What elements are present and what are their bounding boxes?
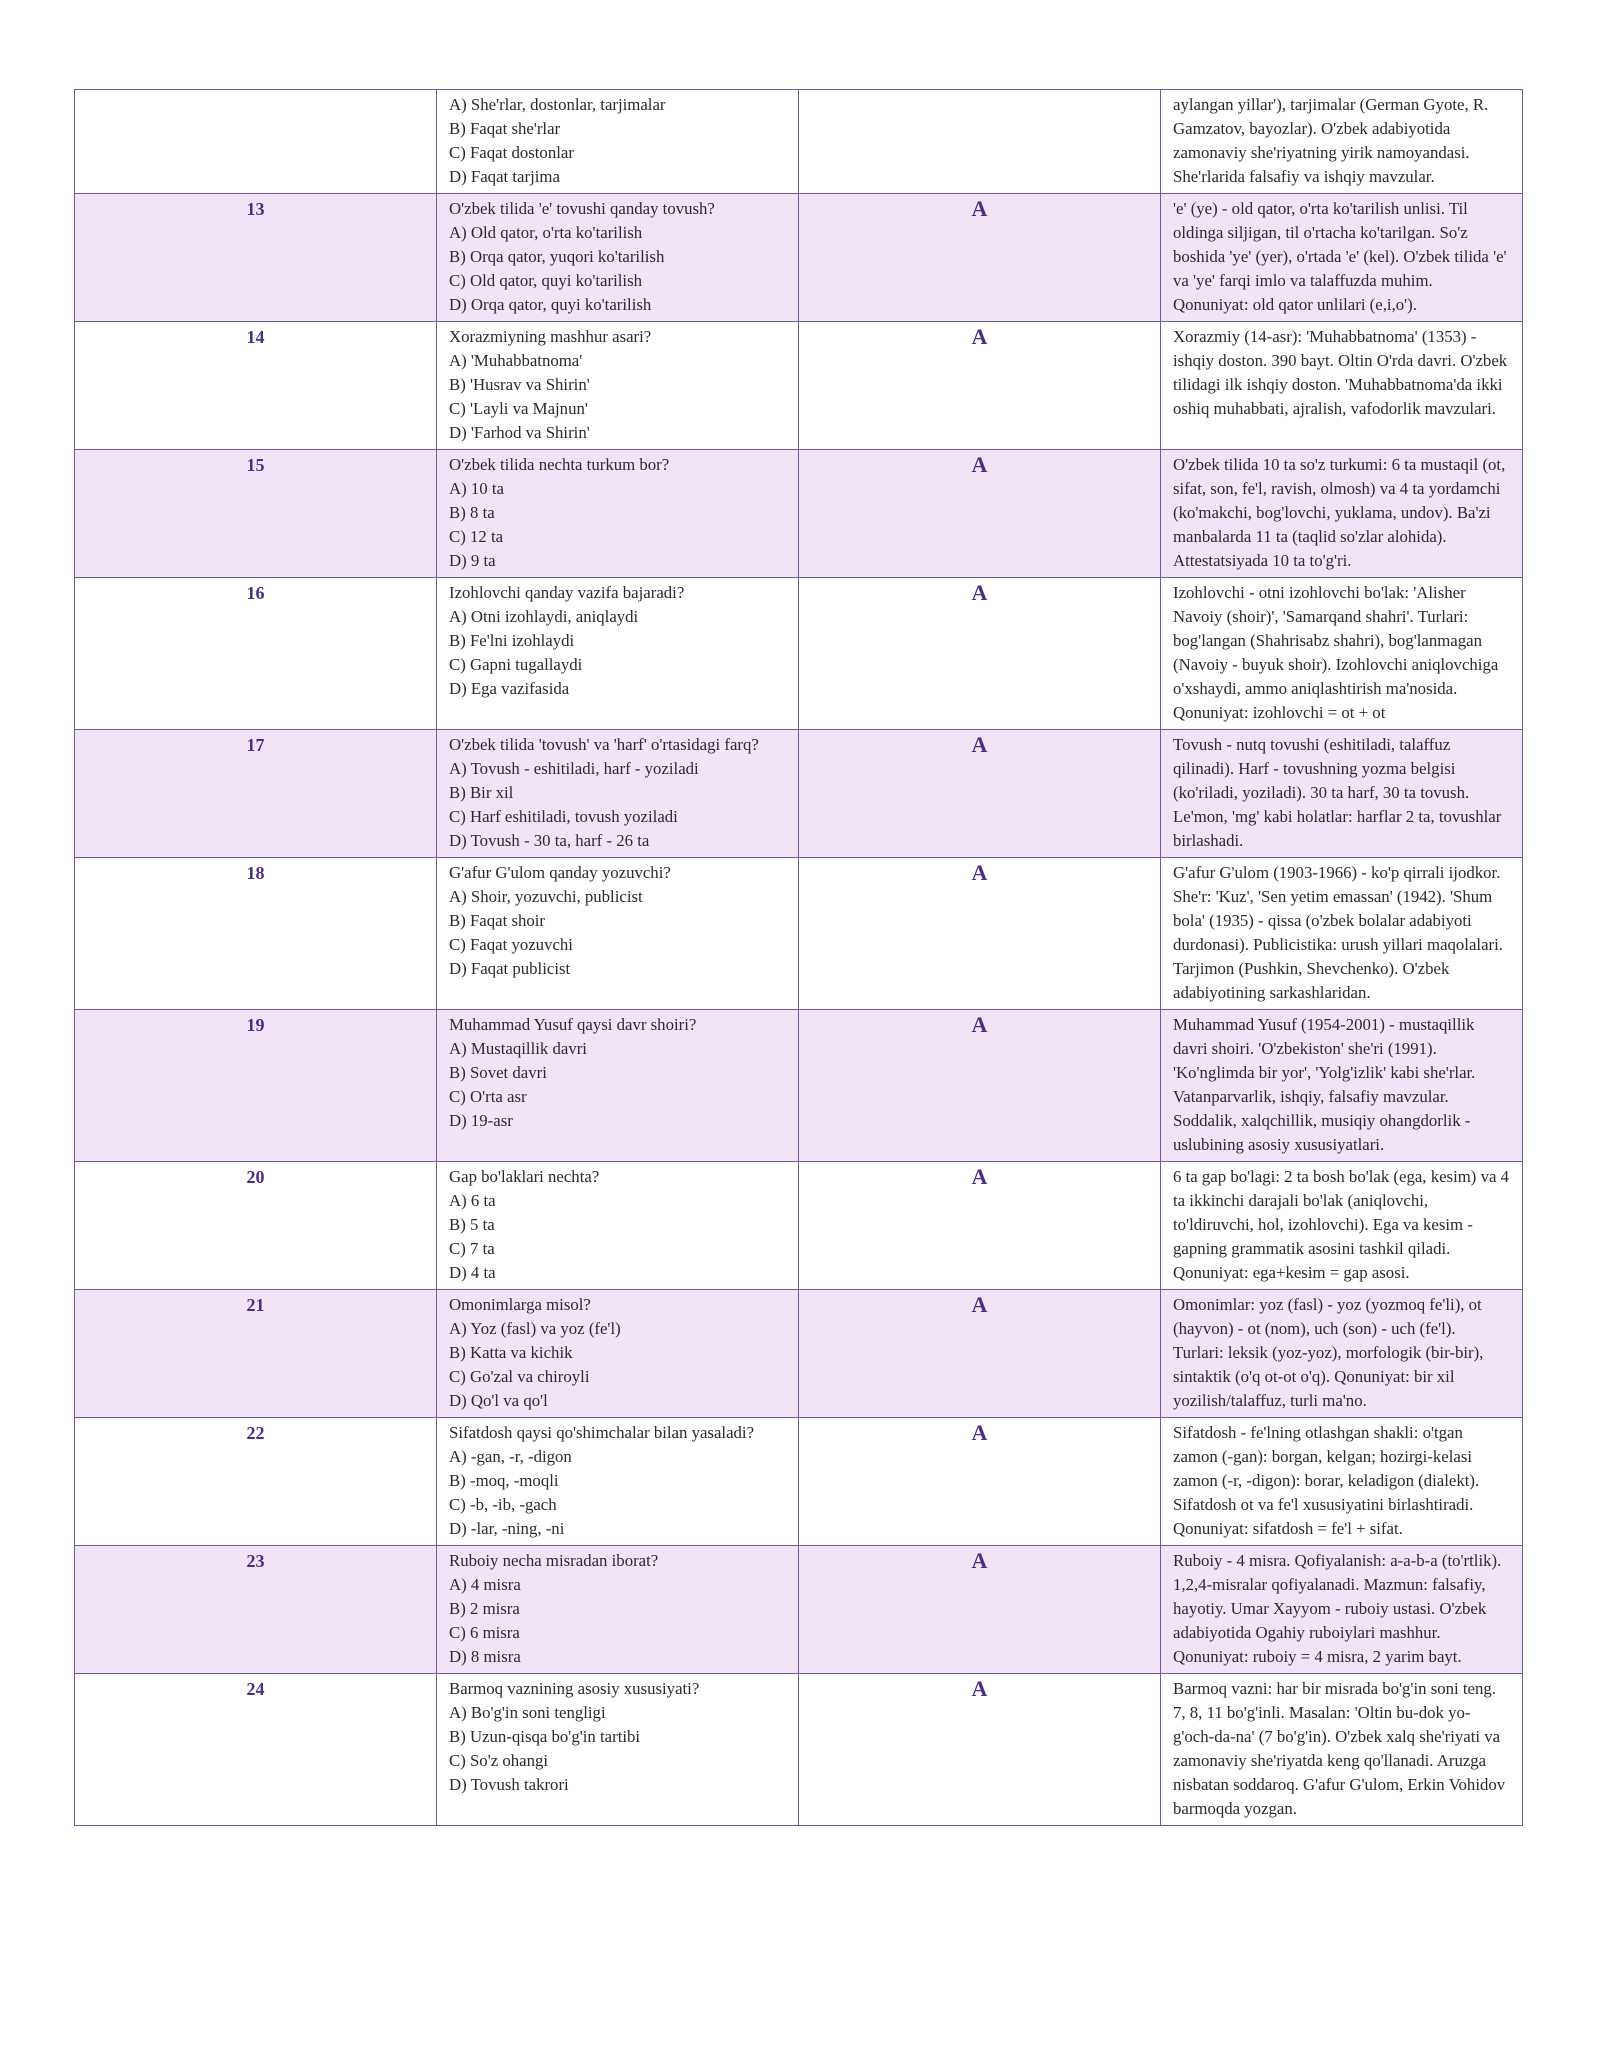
question-text: Muhammad Yusuf qaysi davr shoiri? bbox=[449, 1015, 697, 1034]
answer-option: C) Harf eshitiladi, tovush yoziladi bbox=[449, 807, 678, 826]
answer-option: D) Tovush - 30 ta, harf - 26 ta bbox=[449, 831, 650, 850]
question-number: 16 bbox=[75, 578, 437, 730]
answer-option: B) Fe'lni izohlaydi bbox=[449, 631, 575, 650]
questions-table-body bbox=[75, 90, 1523, 1826]
answer-option: C) Faqat dostonlar bbox=[449, 143, 574, 162]
correct-answer: A bbox=[799, 1010, 1161, 1162]
table-row bbox=[75, 1162, 1523, 1290]
answer-option: A) Yoz (fasl) va yoz (fe'l) bbox=[449, 1319, 621, 1338]
question-text: G'afur G'ulom qanday yozuvchi? bbox=[449, 863, 671, 882]
explanation-cell: Xorazmiy (14-asr): 'Muhabbatnoma' (1353) - ishqiy doston. 390 bayt. Oltin O'rda davri. O'zbek tilidagi ilk ishqiy doston. 'Muhabbatnoma'da ikki oshiq muhabbati, ajralish, vafodorlik mavzulari. bbox=[1161, 322, 1523, 450]
question-cell bbox=[437, 450, 799, 578]
answer-option: A) Tovush - eshitiladi, harf - yoziladi bbox=[449, 759, 699, 778]
explanation-cell: aylangan yillar'), tarjimalar (German Gyote, R. Gamzatov, bayozlar). O'zbek adabiyotida zamonaviy she'riyatning yirik namoyandasi. She'rlarida falsafiy va ishqiy mavzular. bbox=[1161, 90, 1523, 194]
explanation-cell: G'afur G'ulom (1903-1966) - ko'p qirrali ijodkor. She'r: 'Kuz', 'Sen yetim emassan' (1942). 'Shum bola' (1935) - qissa (o'zbek bolalar adabiyoti durdonasi). Publicistika: urush yillari maqolalari. Tarjimon (Pushkin, Shevchenko). O'zbek adabiyotining sarkashlaridan. bbox=[1161, 858, 1523, 1010]
question-number: 21 bbox=[75, 1290, 437, 1418]
answer-option: D) Faqat tarjima bbox=[449, 167, 560, 186]
answer-option: C) 6 misra bbox=[449, 1623, 520, 1642]
question-text: Ruboiy necha misradan iborat? bbox=[449, 1551, 659, 1570]
question-text: Gap bo'laklari nechta? bbox=[449, 1167, 600, 1186]
explanation-cell: 6 ta gap bo'lagi: 2 ta bosh bo'lak (ega, kesim) va 4 ta ikkinchi darajali bo'lak (aniqlovchi, to'ldiruvchi, hol, izohlovchi). Ega va kesim - gapning grammatik asosini tashkil qiladi. Qonuniyat: ega+kesim = gap asosi. bbox=[1161, 1162, 1523, 1290]
explanation-cell: Barmoq vazni: har bir misrada bo'g'in soni teng. 7, 8, 11 bo'g'inli. Masalan: 'Oltin bu-dok yo-g'och-da-na' (7 bo'g'in). O'zbek xalq she'riyati va zamonaviy she'riyatda keng qo'llanadi. Aruzga nisbatan soddaroq. G'afur G'ulom, Erkin Vohidov barmoqda yozgan. bbox=[1161, 1674, 1523, 1826]
explanation-cell: Omonimlar: yoz (fasl) - yoz (yozmoq fe'li), ot (hayvon) - ot (nom), uch (son) - uch (fe'l). Turlari: leksik (yoz-yoz), morfologik (bir-bir), sintaktik (o'q ot-ot o'q). Qonuniyat: bir xil yozilish/talaffuz, turli ma'no. bbox=[1161, 1290, 1523, 1418]
answer-option: D) 8 misra bbox=[449, 1647, 521, 1666]
question-number: 20 bbox=[75, 1162, 437, 1290]
answer-option: C) -b, -ib, -gach bbox=[449, 1495, 557, 1514]
answer-option: C) Faqat yozuvchi bbox=[449, 935, 573, 954]
answer-option: D) Ega vazifasida bbox=[449, 679, 570, 698]
question-cell bbox=[437, 1674, 799, 1826]
answer-option: B) 8 ta bbox=[449, 503, 495, 522]
question-text: O'zbek tilida 'e' tovushi qanday tovush? bbox=[449, 199, 715, 218]
answer-option: B) Orqa qator, yuqori ko'tarilish bbox=[449, 247, 665, 266]
table-row bbox=[75, 194, 1523, 322]
answer-option: B) -moq, -moqli bbox=[449, 1471, 559, 1490]
explanation-cell: Izohlovchi - otni izohlovchi bo'lak: 'Alisher Navoiy (shoir)', 'Samarqand shahri'. Turlari: bog'langan (Shahrisabz shahri), bog'lanmagan (Navoiy - buyuk shoir). Izohlovchi aniqlovchiga o'xshaydi, ammo aniqlashtirish ma'nosida. Qonuniyat: izohlovchi = ot + ot bbox=[1161, 578, 1523, 730]
answer-option: A) Shoir, yozuvchi, publicist bbox=[449, 887, 643, 906]
answer-option: D) 19-asr bbox=[449, 1111, 513, 1130]
answer-option: D) Tovush takrori bbox=[449, 1775, 569, 1794]
correct-answer: A bbox=[799, 1546, 1161, 1674]
question-number: 14 bbox=[75, 322, 437, 450]
question-number: 17 bbox=[75, 730, 437, 858]
question-text: O'zbek tilida nechta turkum bor? bbox=[449, 455, 670, 474]
explanation-cell: Sifatdosh - fe'lning otlashgan shakli: o'tgan zamon (-gan): borgan, kelgan; hozirgi-kelasi zamon (-r, -digon): borar, keladigon (dialekt). Sifatdosh ot va fe'l xususiyatini birlashtiradi. Qonuniyat: sifatdosh = fe'l + sifat. bbox=[1161, 1418, 1523, 1546]
table-row bbox=[75, 1674, 1523, 1826]
answer-option: A) -gan, -r, -digon bbox=[449, 1447, 572, 1466]
answer-option: C) O'rta asr bbox=[449, 1087, 527, 1106]
answer-option: D) 9 ta bbox=[449, 551, 496, 570]
table-row bbox=[75, 1418, 1523, 1546]
answer-option: B) Katta va kichik bbox=[449, 1343, 573, 1362]
answer-option: D) Qo'l va qo'l bbox=[449, 1391, 548, 1410]
explanation-cell: O'zbek tilida 10 ta so'z turkumi: 6 ta mustaqil (ot, sifat, son, fe'l, ravish, olmosh) va 4 ta yordamchi (ko'makchi, bog'lovchi, yuklama, undov). Ba'zi manbalarda 11 ta (taqlid so'zlar alohida). Attestatsiyada 10 ta to'g'ri. bbox=[1161, 450, 1523, 578]
answer-option: B) Uzun-qisqa bo'g'in tartibi bbox=[449, 1727, 641, 1746]
correct-answer: A bbox=[799, 578, 1161, 730]
table-row bbox=[75, 322, 1523, 450]
question-text: Sifatdosh qaysi qo'shimchalar bilan yasaladi? bbox=[449, 1423, 755, 1442]
question-number: 15 bbox=[75, 450, 437, 578]
answer-option: A) 4 misra bbox=[449, 1575, 521, 1594]
correct-answer: A bbox=[799, 1418, 1161, 1546]
question-cell bbox=[437, 858, 799, 1010]
answer-option: D) 'Farhod va Shirin' bbox=[449, 423, 590, 442]
answer-option: B) 'Husrav va Shirin' bbox=[449, 375, 590, 394]
answer-option: D) -lar, -ning, -ni bbox=[449, 1519, 565, 1538]
question-cell bbox=[437, 1290, 799, 1418]
answer-option: C) Gapni tugallaydi bbox=[449, 655, 583, 674]
explanation-cell: 'e' (ye) - old qator, o'rta ko'tarilish unlisi. Til oldinga siljigan, til o'rtacha ko'tarilgan. So'z boshida 'ye' (yer), o'rtada 'e' (kel). O'zbek tilida 'e' va 'ye' farqi imlo va talaffuzda muhim. Qonuniyat: old qator unlilari (e,i,o'). bbox=[1161, 194, 1523, 322]
questions-table bbox=[74, 89, 1523, 1826]
question-text: Xorazmiyning mashhur asari? bbox=[449, 327, 652, 346]
question-text: Izohlovchi qanday vazifa bajaradi? bbox=[449, 583, 685, 602]
table-row bbox=[75, 1546, 1523, 1674]
correct-answer: A bbox=[799, 730, 1161, 858]
answer-option: C) 'Layli va Majnun' bbox=[449, 399, 588, 418]
answer-option: C) 7 ta bbox=[449, 1239, 495, 1258]
answer-option: A) She'rlar, dostonlar, tarjimalar bbox=[449, 95, 666, 114]
answer-option: C) Go'zal va chiroyli bbox=[449, 1367, 590, 1386]
table-row bbox=[75, 858, 1523, 1010]
table-row bbox=[75, 578, 1523, 730]
answer-option: A) Mustaqillik davri bbox=[449, 1039, 587, 1058]
answer-option: B) Bir xil bbox=[449, 783, 514, 802]
table-row bbox=[75, 1010, 1523, 1162]
answer-option: A) 10 ta bbox=[449, 479, 504, 498]
correct-answer: A bbox=[799, 450, 1161, 578]
question-text: O'zbek tilida 'tovush' va 'harf' o'rtasidagi farq? bbox=[449, 735, 759, 754]
table-row bbox=[75, 1290, 1523, 1418]
question-cell bbox=[437, 1546, 799, 1674]
answer-option: C) So'z ohangi bbox=[449, 1751, 549, 1770]
question-cell bbox=[437, 1162, 799, 1290]
question-text: Barmoq vaznining asosiy xususiyati? bbox=[449, 1679, 700, 1698]
table-row bbox=[75, 90, 1523, 194]
answer-option: D) Faqat publicist bbox=[449, 959, 571, 978]
answer-option: A) Bo'g'in soni tengligi bbox=[449, 1703, 606, 1722]
question-number bbox=[75, 90, 437, 194]
answer-option: A) 'Muhabbatnoma' bbox=[449, 351, 583, 370]
question-cell bbox=[437, 1418, 799, 1546]
answer-option: B) 2 misra bbox=[449, 1599, 520, 1618]
answer-option: B) Faqat she'rlar bbox=[449, 119, 561, 138]
answer-option: B) Sovet davri bbox=[449, 1063, 547, 1082]
correct-answer: A bbox=[799, 1162, 1161, 1290]
explanation-cell: Tovush - nutq tovushi (eshitiladi, talaffuz qilinadi). Harf - tovushning yozma belgisi (ko'riladi, yoziladi). 30 ta harf, 30 ta tovush. Le'mon, 'mg' kabi holatlar: harflar 2 ta, tovushlar birlashadi. bbox=[1161, 730, 1523, 858]
document-page bbox=[74, 89, 1522, 1826]
correct-answer bbox=[799, 90, 1161, 194]
answer-option: D) 4 ta bbox=[449, 1263, 496, 1282]
correct-answer: A bbox=[799, 1290, 1161, 1418]
question-number: 18 bbox=[75, 858, 437, 1010]
question-cell bbox=[437, 730, 799, 858]
correct-answer: A bbox=[799, 858, 1161, 1010]
correct-answer: A bbox=[799, 1674, 1161, 1826]
explanation-cell: Muhammad Yusuf (1954-2001) - mustaqillik davri shoiri. 'O'zbekiston' she'ri (1991). 'Ko'nglimda bir yor', 'Yolg'izlik' kabi she'rlar. Vatanparvarlik, ishqiy, falsafiy mavzular. Soddalik, xalqchillik, musiqiy ohangdorlik - uslubining asosiy xususiyatlari. bbox=[1161, 1010, 1523, 1162]
answer-option: A) Old qator, o'rta ko'tarilish bbox=[449, 223, 643, 242]
answer-option: C) 12 ta bbox=[449, 527, 504, 546]
answer-option: C) Old qator, quyi ko'tarilish bbox=[449, 271, 642, 290]
correct-answer: A bbox=[799, 194, 1161, 322]
question-cell bbox=[437, 90, 799, 194]
question-number: 13 bbox=[75, 194, 437, 322]
answer-option: B) Faqat shoir bbox=[449, 911, 546, 930]
question-text: Omonimlarga misol? bbox=[449, 1295, 591, 1314]
table-row bbox=[75, 450, 1523, 578]
answer-option: A) 6 ta bbox=[449, 1191, 496, 1210]
answer-option: B) 5 ta bbox=[449, 1215, 495, 1234]
explanation-cell: Ruboiy - 4 misra. Qofiyalanish: a-a-b-a (to'rtlik). 1,2,4-misralar qofiyalanadi. Mazmun: falsafiy, hayotiy. Umar Xayyom - ruboiy ustasi. O'zbek adabiyotida Ogahiy ruboiylari mashhur. Qonuniyat: ruboiy = 4 misra, 2 yarim bayt. bbox=[1161, 1546, 1523, 1674]
question-number: 19 bbox=[75, 1010, 437, 1162]
question-cell bbox=[437, 578, 799, 730]
correct-answer: A bbox=[799, 322, 1161, 450]
table-row bbox=[75, 730, 1523, 858]
answer-option: D) Orqa qator, quyi ko'tarilish bbox=[449, 295, 652, 314]
question-number: 22 bbox=[75, 1418, 437, 1546]
question-cell bbox=[437, 194, 799, 322]
answer-option: A) Otni izohlaydi, aniqlaydi bbox=[449, 607, 639, 626]
question-number: 23 bbox=[75, 1546, 437, 1674]
question-number: 24 bbox=[75, 1674, 437, 1826]
question-cell bbox=[437, 1010, 799, 1162]
question-cell bbox=[437, 322, 799, 450]
